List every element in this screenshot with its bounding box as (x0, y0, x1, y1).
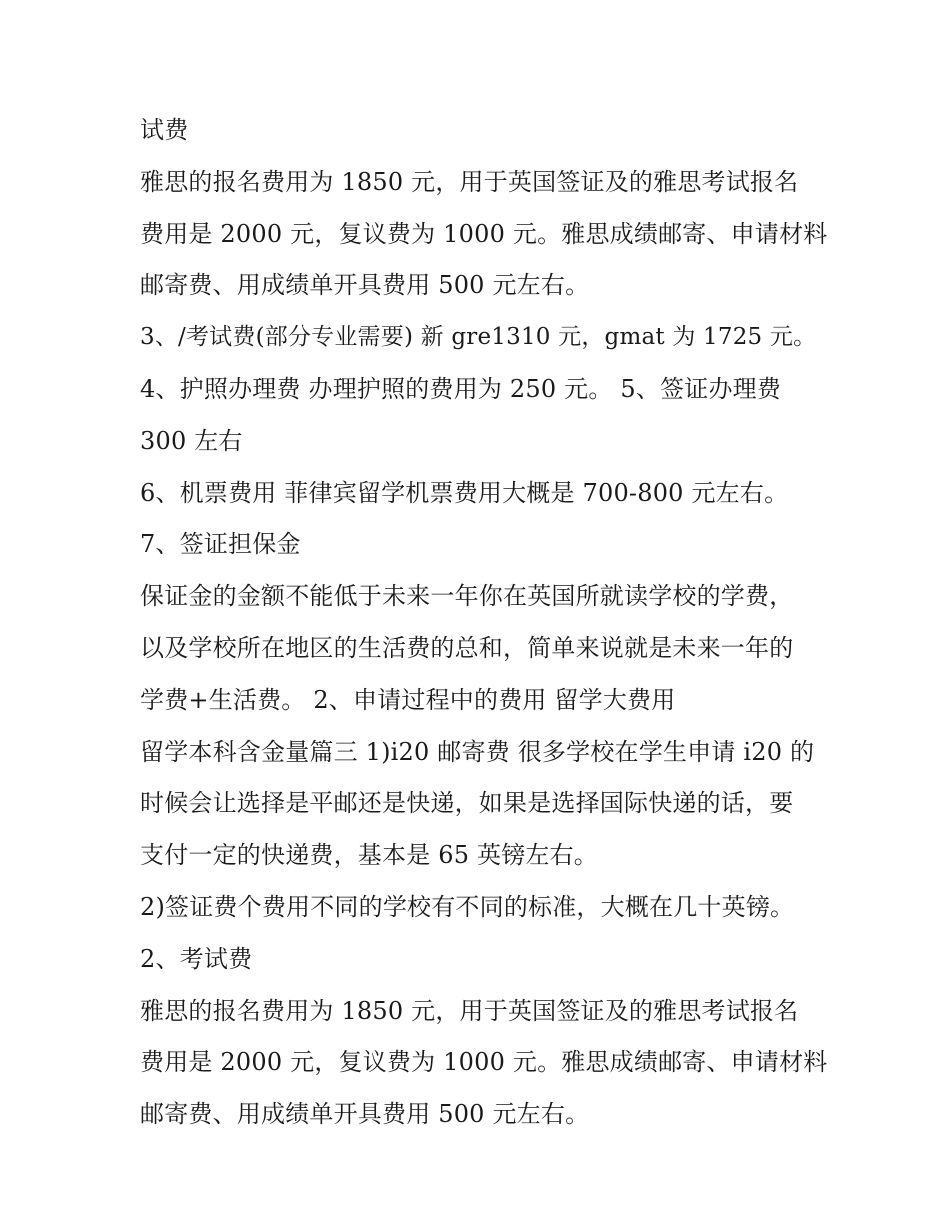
text-line: 费用是 2000 元，复议费为 1000 元。雅思成绩邮寄、申请材料 (140, 1048, 828, 1077)
text-line: 雅思的报名费用为 1850 元，用于英国签证及的雅思考试报名 (140, 996, 799, 1025)
text-line: 留学本科含金量篇三 1)i20 邮寄费 很多学校在学生申请 i20 的 (140, 737, 815, 766)
text-line: 邮寄费、用成绩单开具费用 500 元左右。 (140, 1100, 590, 1129)
text-line: 6、机票费用 菲律宾留学机票费用大概是 700-800 元左右。 (140, 478, 789, 507)
text-line: 4、护照办理费 办理护照的费用为 250 元。 5、签证办理费 (140, 374, 782, 403)
document-body (140, 108, 830, 1144)
text-line: 保证金的金额不能低于未来一年你在英国所就读学校的学费， (140, 582, 794, 611)
text-line: 试费 (140, 116, 189, 144)
text-line: 费用是 2000 元，复议费为 1000 元。雅思成绩邮寄、申请材料 (140, 219, 828, 248)
text-line: 7、签证担保金 (140, 530, 301, 559)
text-line: 支付一定的快递费，基本是 65 英镑左右。 (140, 841, 598, 870)
text-line: 300 左右 (140, 426, 243, 455)
text-line: 2、考试费 (140, 944, 253, 973)
text-line: 以及学校所在地区的生活费的总和，简单来说就是未来一年的 (140, 633, 794, 662)
text-line: 2)签证费个费用不同的学校有不同的标准，大概在几十英镑。 (140, 892, 795, 921)
text-line: 3、/考试费(部分专业需要) 新 gre1310 元，gmat 为 1725 元。 (140, 324, 817, 351)
text-line: 雅思的报名费用为 1850 元，用于英国签证及的雅思考试报名 (140, 167, 799, 196)
text-line: 邮寄费、用成绩单开具费用 500 元左右。 (140, 271, 590, 300)
text-line: 时候会让选择是平邮还是快递，如果是选择国际快递的话，要 (140, 789, 794, 818)
text-line: 学费+生活费。 2、申请过程中的费用 留学大费用 (140, 685, 676, 714)
